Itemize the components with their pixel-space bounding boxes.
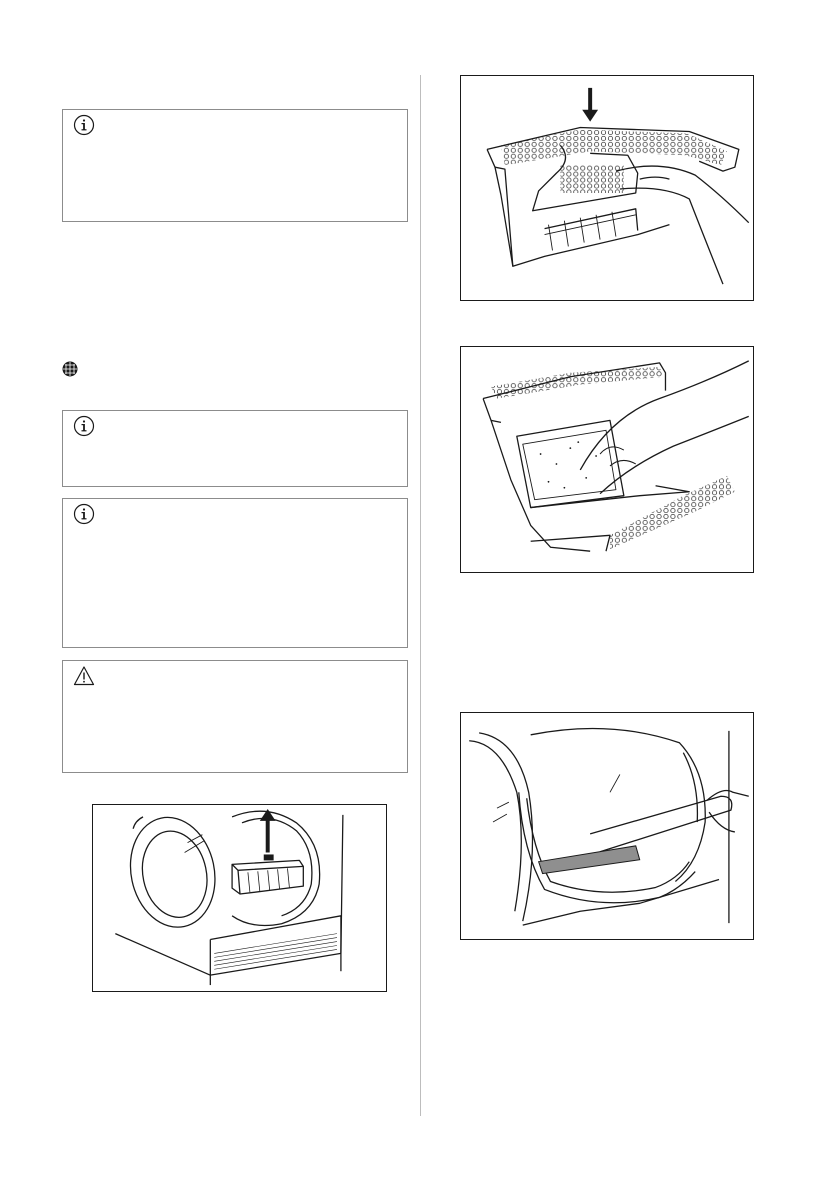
info-icon [73, 114, 95, 136]
figure-filter-opened [460, 346, 754, 573]
column-divider [420, 75, 421, 1116]
door-seal-illustration [461, 713, 753, 939]
figure-dryer-filter-removal [92, 804, 387, 992]
info-icon [73, 503, 95, 525]
filter-opened-illustration [461, 347, 753, 572]
info-note-1 [62, 109, 408, 222]
info-note-3 [62, 498, 408, 648]
dryer-filter-illustration [93, 805, 386, 991]
figure-filter-closing [460, 75, 754, 301]
warning-note [62, 660, 408, 773]
info-icon [73, 415, 95, 437]
warning-icon [73, 665, 95, 687]
region-symbol-icon [62, 361, 78, 377]
info-note-2 [62, 410, 408, 487]
figure-door-seal-cleaning [460, 712, 754, 940]
filter-closing-illustration [461, 76, 753, 300]
